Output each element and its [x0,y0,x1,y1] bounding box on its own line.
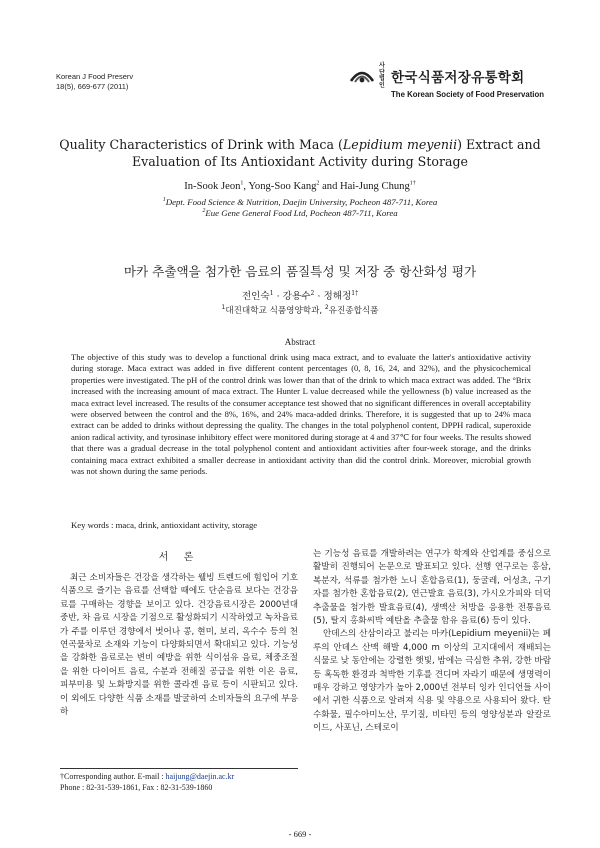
korean-author-3: · 정해정 [314,291,352,302]
keywords-list: maca, drink, antioxidant activity, storage [113,520,258,530]
affiliation-2 [40,208,560,218]
intro-right-column [313,548,551,736]
korean-affiliation-1-sup: 1 [221,304,226,312]
intro-paragraph-3: 안데스의 산삼이라고 불리는 마카(Lepidium meyenii)는 페루의 안데스 산맥 해발 4,000 m 이상의 고지대에서 재배되는 식물로 낮 동안에는 강렬한 햇빛, 밤에는 극심한 추위, 강한 바람 등 혹독한 환경과 척박한 기후를 견디며 자라기 때문에 생명력이 매우 강하고 영양가가 높아 2,000년 전부터 잉카 인디언들 사이에서 귀한 식품으로 알려져 식용 및 약용으로 사용되어 왔다. 탄수화물, 필수아미노산, 무기질, 비타민 등의 영양성분과 알칼로이드, 사포닌, 스테로이 [313,629,551,734]
footnote-phone: Phone : 82-31-539-1861, Fax : 82-31-539-1860 [60,783,213,792]
author-2-sup: 2 [316,180,320,187]
intro-paragraph-1: 최근 소비자들은 건강을 생각하는 웰빙 트렌드에 힘입어 기호 식품으로 즐기는 음료를 선택할 때에도 단순음료 보다는 건강음료를 구매하는 경향을 보이고 있다. 건강음료시장은 2000년대 중반, 차 음료 시장을 기점으로 활성화되기 시작하였고 녹차음료가 주를 이루던 경향에서 벗어나 콩, 현미, 보리, 옥수수 등의 천연곡물차로 소재와 기능이 다양화되면서 확대되고 있다. 기능성을 강화한 음료로는 변비 예방을 위한 식이섬유 음료, 체중조절을 위한 다이어트 음료, 수분과 전해질 공급을 위한 이온 음료, 피부미용 및 노화방지를 위한 콜라겐 음료 등이 시판되고 있다. 이 외에도 다양한 식품 소재를 발굴하여 소비자들의 요구에 부응하 [60,573,298,718]
korean-author-1: 전인숙 [241,291,270,302]
abstract-text: The objective of this study was to develop a functional drink using maca extract, and to evaluate the latter's antioxidative activity during storage. Maca extract was added in five different content percentages (0, 8, 16, 24, and 32%), and the physicochemical properties were investigated. The pH of the control drink was lower than that of the drink to which maca extract was added. The °Brix increased with the increasing amount of maca extract. The Hunter L value decreased while the yellowness (b) value increased as the maca extract level increased. The results of the consumer acceptance test showed that no significant differences in overall acceptability were observed between the control and the 8%, 16%, and 24% maca-added drinks. Therefore, it is suggested that up to 24% maca extract can be added to drinks without depressing the quality. The changes in the total polyphenol content, DPPH radical, superoxide anion radical activity, and tyrosinase inhibitory effect were monitored during storage at 4 and 37℃ for four weeks. The results showed that there was a gradual decrease in the total polyphenol content and antioxidant activities after four-week storage, and the drinks containing maca extract exhibited a smaller decrease in antioxidant activity than did the control drink. Moreover, microbial growth was not shown during the same periods. [71,352,531,477]
journal-issue: 18(5), 669-677 (2011) [56,81,129,91]
journal-info [56,72,133,91]
title-species: Lepidium meyenii [342,137,458,152]
title-line2: Evaluation of Its Antioxidant Activity during Storage [131,154,469,169]
page-number: - 669 - [288,829,312,839]
affiliation-2-text: Eue Gene General Food Ltd, Pocheon 487-711, Korea [205,208,398,218]
author-1: In-Sook Jeon [184,181,241,192]
affiliation-1 [40,197,560,207]
society-name-korean: 한국식품저장유통학회 [391,70,525,85]
affiliation-1-text: Dept. Food Science & Nutrition, Daejin University, Pocheon 487-711, Korea [165,197,438,207]
author-3-sup: 1† [409,180,416,187]
paper-title [40,136,560,170]
footnote-divider [60,768,298,769]
keywords-label: Key words : [71,520,114,530]
korean-affiliation-2: 유진종합식품 [328,306,379,316]
korean-author-1-sup: 1 [269,289,274,297]
footnote-email[interactable]: haijung@daejin.ac.kr [165,772,235,781]
affiliation-2-sup: 2 [202,208,206,215]
title-line1-prefix: Quality Characteristics of Drink with Maca ( [59,137,343,152]
intro-left-column [60,572,298,719]
korean-author-2: · 강용수 [273,291,311,302]
intro-heading: 서 론 [158,552,200,563]
society-header [349,63,544,99]
abstract-heading: Abstract [284,337,316,347]
korean-affiliation-1: 대진대학교 식품영양학과, [225,306,325,316]
author-1-sup: 1 [240,180,244,187]
author-list [40,181,560,192]
korean-author-3-sup: 1† [351,289,359,297]
korean-author-2-sup: 2 [310,289,315,297]
footnote [60,771,300,793]
society-logo-icon [349,63,375,85]
society-tag: 사단법인 [379,63,385,89]
korean-affiliations [40,304,560,316]
korean-title: 마카 추출액을 첨가한 음료의 품질특성 및 저장 중 항산화성 평가 [123,264,477,279]
society-name-english: The Korean Society of Food Preservation [391,90,544,99]
affiliation-1-sup: 1 [162,197,166,204]
journal-name: Korean J Food Preserv [56,72,134,81]
korean-affiliation-2-sup: 2 [324,304,329,312]
korean-author-list [40,288,560,302]
footnote-label: †Corresponding author. E-mail : [60,772,166,781]
author-3: and Hai-Jung Chung [319,181,410,192]
keywords [71,520,257,530]
title-line1-suffix: ) Extract and [457,137,541,152]
author-2: , Yong-Soo Kang [243,181,317,192]
intro-paragraph-2: 는 기능성 음료를 개발하려는 연구가 학계와 산업계를 중심으로 활발히 진행되어 논문으로 발표되고 있다. 선행 연구로는 홍삼, 복분자, 석류를 첨가한 노니 혼합음료(1), 둥굴레, 어성초, 구기자를 첨가한 혼합음료(2), 연근발효 음료(3), 가시오가피와 더덕추출물을 첨가한 발효음료(4), 생맥산 처방을 응용한 전통음료(5), 탈지 홍화씨박 예탄올 추출물 함유 음료(6) 등이 있다. [313,549,551,627]
